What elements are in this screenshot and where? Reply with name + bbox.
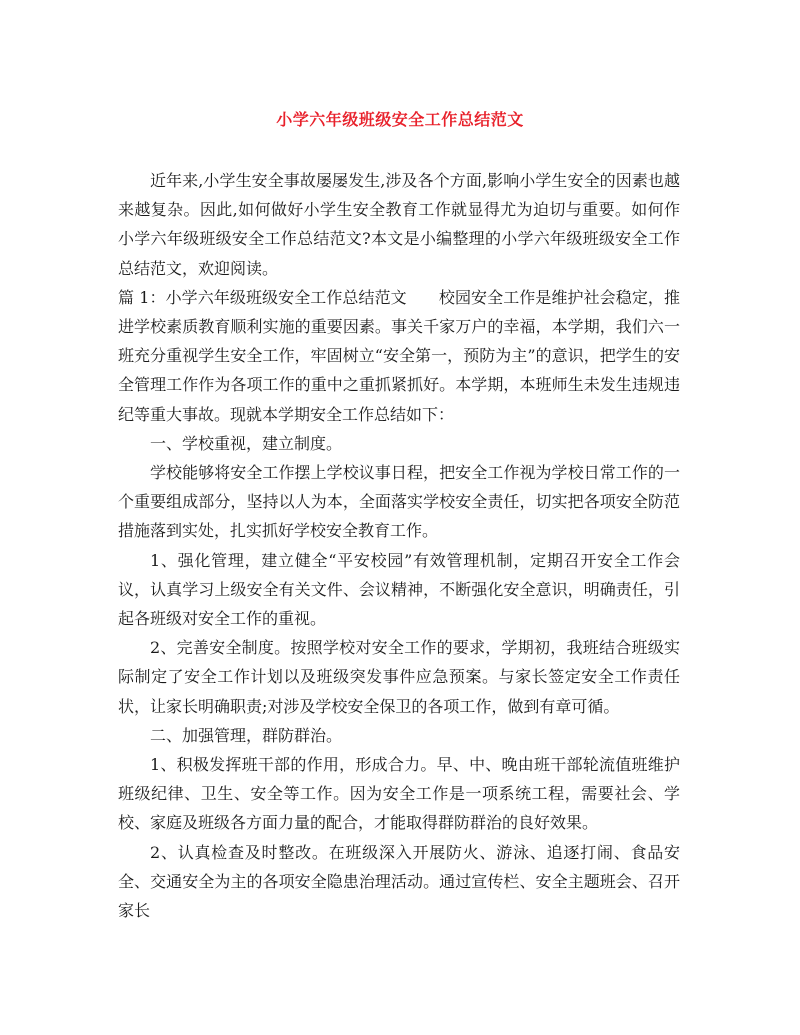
paragraph-item-2-2: 2、认真检查及时整改。在班级深入开展防火、游泳、追逐打闹、食品安全、交通安全为主的各项安全隐患治理活动。通过宣传栏、安全主题班会、召开家长	[118, 842, 680, 921]
paragraph-item-1-1: 1、强化管理，建立健全“平安校园”有效管理机制，定期召开安全工作会议，认真学习上级安全有关文件、会议精神，不断强化安全意识，明确责任，引起各班级对安全工作的重视。	[118, 550, 680, 629]
section-heading-1: 一、学校重视，建立制度。	[150, 433, 343, 453]
document-title: 小学六年级班级安全工作总结范文	[276, 110, 524, 129]
document-body	[118, 166, 680, 925]
paragraph-intro: 近年来,小学生安全事故屡屡发生,涉及各个方面,影响小学生安全的因素也越来越复杂。因此,如何做好小学生安全教育工作就显得尤为迫切与重要。如何作小学六年级班级安全工作总结范文?本文是小编整理的小学六年级班级安全工作总结范文，欢迎阅读。	[118, 171, 680, 278]
paragraph-school-importance: 学校能够将安全工作摆上学校议事日程，把安全工作视为学校日常工作的一个重要组成部分，坚持以人为本，全面落实学校安全责任，切实把各项安全防范措施落到实处，扎实抓好学校安全教育工作。	[118, 463, 680, 541]
section-heading-2: 二、加强管理，群防群治。	[150, 725, 343, 745]
paragraph-article-1: 篇 1：小学六年级班级安全工作总结范文 校园安全工作是维护社会稳定，推进学校素质教育顺利实施的重要因素。事关千家万户的幸福，本学期，我们六一班充分重视学生安全工作，牢固树立“安全第一，预防为主”的意识，把学生的安全管理工作作为各项工作的重中之重抓紧抓好。本学期，本班师生未发生违规违纪等重大事故。现就本学期安全工作总结如下：	[118, 287, 680, 424]
paragraph-item-1-2: 2、完善安全制度。按照学校对安全工作的要求，学期初，我班结合班级实际制定了安全工作计划以及班级突发事件应急预案。与家长签定安全工作责任状，让家长明确职责;对涉及学校安全保卫的各项工作，做到有章可循。	[118, 638, 680, 716]
paragraph-item-2-1: 1、积极发挥班干部的作用，形成合力。早、中、晚由班干部轮流值班维护班级纪律、卫生、安全等工作。因为安全工作是一项系统工程，需要社会、学校、家庭及班级各方面力量的配合，才能取得群防群治的良好效果。	[118, 755, 680, 833]
